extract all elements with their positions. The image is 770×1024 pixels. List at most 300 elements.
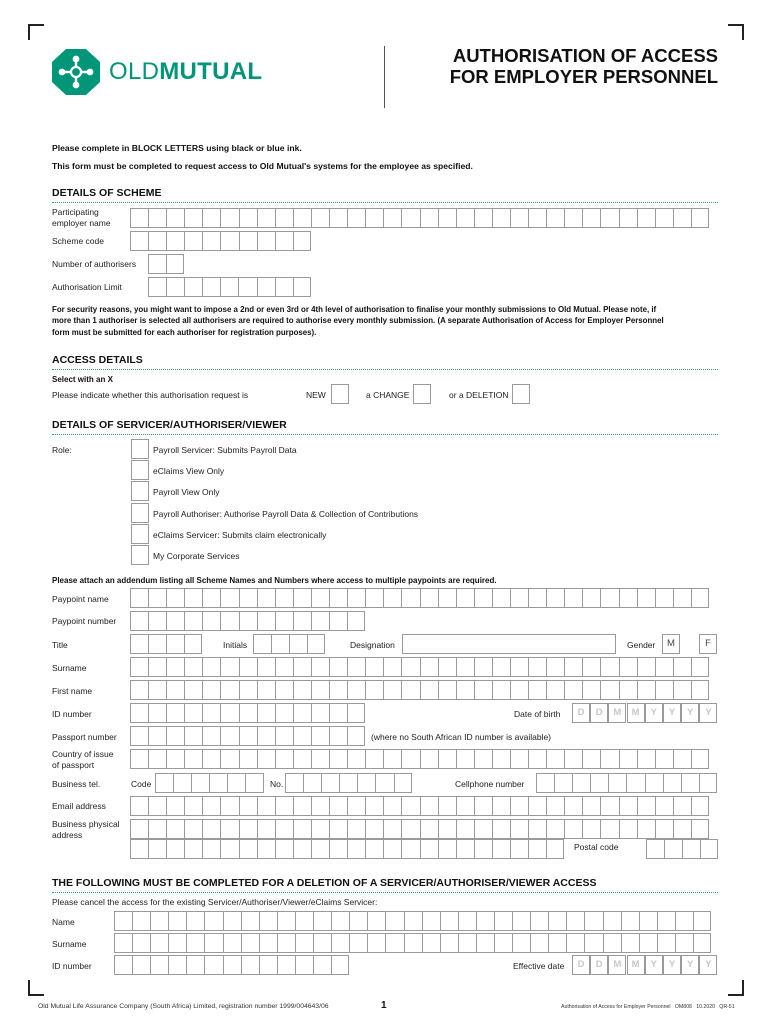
char-cell[interactable] [257,726,275,746]
char-cell[interactable] [510,588,528,608]
char-cell[interactable] [275,277,293,297]
char-cell[interactable] [637,588,655,608]
char-cell[interactable] [655,749,673,769]
char-cell[interactable] [603,933,621,953]
char-cell[interactable] [259,911,277,931]
char-cell[interactable] [438,680,456,700]
char-cell[interactable] [401,680,419,700]
char-cell[interactable] [420,749,438,769]
char-cell[interactable] [202,657,220,677]
char-cell[interactable] [530,933,548,953]
char-cell[interactable] [223,911,241,931]
char-cell[interactable] [166,634,184,654]
char-cell[interactable] [572,773,590,793]
char-cell[interactable] [394,773,412,793]
char-cell[interactable] [456,796,474,816]
char-cell[interactable] [383,657,401,677]
date-cell[interactable]: D [572,703,590,723]
char-cell[interactable] [259,933,277,953]
char-cell[interactable] [347,657,365,677]
passport-input[interactable] [130,726,365,746]
char-cell[interactable] [600,680,618,700]
char-cell[interactable] [474,819,492,839]
char-cell[interactable] [564,796,582,816]
char-cell[interactable] [639,933,657,953]
char-cell[interactable] [365,839,383,859]
char-cell[interactable] [202,208,220,228]
char-cell[interactable] [220,231,238,251]
char-cell[interactable] [184,796,202,816]
char-cell[interactable] [619,796,637,816]
char-cell[interactable] [239,680,257,700]
char-cell[interactable] [259,955,277,975]
char-cell[interactable] [148,254,166,274]
char-cell[interactable] [510,680,528,700]
char-cell[interactable] [148,208,166,228]
char-cell[interactable] [293,657,311,677]
char-cell[interactable] [239,839,257,859]
char-cell[interactable] [289,634,307,654]
char-cell[interactable] [220,611,238,631]
char-cell[interactable] [673,819,691,839]
char-cell[interactable] [293,680,311,700]
char-cell[interactable] [401,749,419,769]
char-cell[interactable] [239,749,257,769]
char-cell[interactable] [257,680,275,700]
date-cell[interactable]: Y [681,703,699,723]
char-cell[interactable] [130,680,148,700]
char-cell[interactable] [293,819,311,839]
char-cell[interactable] [528,588,546,608]
deletion-id-input[interactable] [114,955,349,975]
paypoint-name-input[interactable] [130,588,709,608]
char-cell[interactable] [293,749,311,769]
paypoint-number-input[interactable] [130,611,365,631]
char-cell[interactable] [293,796,311,816]
char-cell[interactable] [655,680,673,700]
char-cell[interactable] [693,911,711,931]
char-cell[interactable] [275,588,293,608]
postal-code-input[interactable] [646,839,718,859]
char-cell[interactable] [347,588,365,608]
char-cell[interactable] [166,657,184,677]
char-cell[interactable] [239,588,257,608]
char-cell[interactable] [329,208,347,228]
business-address-input-line1[interactable] [130,819,709,839]
char-cell[interactable] [383,588,401,608]
char-cell[interactable] [512,933,530,953]
char-cell[interactable] [329,749,347,769]
char-cell[interactable] [637,749,655,769]
char-cell[interactable] [675,911,693,931]
char-cell[interactable] [664,839,682,859]
char-cell[interactable] [619,819,637,839]
char-cell[interactable] [438,588,456,608]
role-checkbox-payroll-authoriser[interactable] [131,503,149,523]
char-cell[interactable] [293,839,311,859]
business-address-input-line2[interactable] [130,839,564,859]
char-cell[interactable] [357,773,375,793]
char-cell[interactable] [220,796,238,816]
char-cell[interactable] [657,933,675,953]
char-cell[interactable] [347,796,365,816]
char-cell[interactable] [223,933,241,953]
char-cell[interactable] [130,634,148,654]
char-cell[interactable] [331,955,349,975]
char-cell[interactable] [456,208,474,228]
deletion-checkbox[interactable] [512,384,530,404]
char-cell[interactable] [582,680,600,700]
char-cell[interactable] [285,773,303,793]
char-cell[interactable] [275,680,293,700]
char-cell[interactable] [492,657,510,677]
char-cell[interactable] [130,703,148,723]
char-cell[interactable] [114,955,132,975]
char-cell[interactable] [239,703,257,723]
char-cell[interactable] [383,749,401,769]
char-cell[interactable] [365,749,383,769]
char-cell[interactable] [311,839,329,859]
char-cell[interactable] [404,933,422,953]
char-cell[interactable] [528,819,546,839]
char-cell[interactable] [440,933,458,953]
char-cell[interactable] [186,911,204,931]
char-cell[interactable] [584,933,602,953]
char-cell[interactable] [311,726,329,746]
char-cell[interactable] [564,819,582,839]
initials-input[interactable] [253,634,325,654]
char-cell[interactable] [458,911,476,931]
char-cell[interactable] [148,703,166,723]
char-cell[interactable] [691,657,709,677]
char-cell[interactable] [257,208,275,228]
char-cell[interactable] [528,839,546,859]
char-cell[interactable] [132,911,150,931]
char-cell[interactable] [546,839,564,859]
first-name-input[interactable] [130,680,709,700]
char-cell[interactable] [241,933,259,953]
char-cell[interactable] [220,819,238,839]
char-cell[interactable] [564,657,582,677]
char-cell[interactable] [700,839,718,859]
char-cell[interactable] [239,726,257,746]
char-cell[interactable] [422,911,440,931]
email-input[interactable] [130,796,709,816]
char-cell[interactable] [166,839,184,859]
char-cell[interactable] [220,726,238,746]
char-cell[interactable] [474,208,492,228]
char-cell[interactable] [492,819,510,839]
char-cell[interactable] [673,588,691,608]
char-cell[interactable] [510,796,528,816]
num-authorisers-input[interactable] [148,254,184,274]
country-of-issue-input[interactable] [130,749,709,769]
char-cell[interactable] [675,933,693,953]
char-cell[interactable] [238,277,256,297]
deletion-name-input[interactable] [114,911,711,931]
char-cell[interactable] [166,703,184,723]
char-cell[interactable] [329,796,347,816]
char-cell[interactable] [148,839,166,859]
char-cell[interactable] [329,703,347,723]
char-cell[interactable] [293,588,311,608]
char-cell[interactable] [385,933,403,953]
gender-m-checkbox[interactable]: M [662,634,680,654]
char-cell[interactable] [546,796,564,816]
char-cell[interactable] [474,657,492,677]
char-cell[interactable] [130,231,148,251]
char-cell[interactable] [367,911,385,931]
char-cell[interactable] [295,933,313,953]
char-cell[interactable] [600,208,618,228]
char-cell[interactable] [438,839,456,859]
char-cell[interactable] [202,839,220,859]
char-cell[interactable] [582,796,600,816]
char-cell[interactable] [383,839,401,859]
char-cell[interactable] [637,657,655,677]
char-cell[interactable] [582,819,600,839]
char-cell[interactable] [590,773,608,793]
char-cell[interactable] [494,933,512,953]
char-cell[interactable] [114,933,132,953]
char-cell[interactable] [401,796,419,816]
char-cell[interactable] [184,611,202,631]
date-cell[interactable]: D [590,955,608,975]
role-checkbox-payroll-servicer[interactable] [131,439,149,459]
char-cell[interactable] [564,749,582,769]
char-cell[interactable] [621,911,639,931]
char-cell[interactable] [277,955,295,975]
char-cell[interactable] [311,749,329,769]
char-cell[interactable] [239,231,257,251]
char-cell[interactable] [564,588,582,608]
char-cell[interactable] [329,680,347,700]
char-cell[interactable] [155,773,173,793]
char-cell[interactable] [619,680,637,700]
char-cell[interactable] [220,749,238,769]
new-checkbox[interactable] [331,384,349,404]
char-cell[interactable] [275,726,293,746]
char-cell[interactable] [365,588,383,608]
char-cell[interactable] [619,749,637,769]
char-cell[interactable] [420,588,438,608]
char-cell[interactable] [148,796,166,816]
role-checkbox-eclaims-view[interactable] [131,460,149,480]
char-cell[interactable] [239,796,257,816]
char-cell[interactable] [130,819,148,839]
char-cell[interactable] [202,231,220,251]
char-cell[interactable] [474,749,492,769]
char-cell[interactable] [546,588,564,608]
char-cell[interactable] [691,208,709,228]
char-cell[interactable] [456,819,474,839]
tel-number-input[interactable] [285,773,412,793]
char-cell[interactable] [184,749,202,769]
char-cell[interactable] [202,680,220,700]
char-cell[interactable] [257,796,275,816]
date-cell[interactable]: M [608,703,626,723]
char-cell[interactable] [347,680,365,700]
char-cell[interactable] [293,611,311,631]
surname-input[interactable] [130,657,709,677]
char-cell[interactable] [420,796,438,816]
char-cell[interactable] [148,634,166,654]
char-cell[interactable] [257,231,275,251]
char-cell[interactable] [619,208,637,228]
char-cell[interactable] [257,657,275,677]
char-cell[interactable] [148,611,166,631]
char-cell[interactable] [528,749,546,769]
char-cell[interactable] [220,657,238,677]
char-cell[interactable] [673,680,691,700]
date-cell[interactable]: Y [699,955,717,975]
char-cell[interactable] [603,911,621,931]
char-cell[interactable] [223,955,241,975]
char-cell[interactable] [130,796,148,816]
char-cell[interactable] [474,680,492,700]
char-cell[interactable] [204,911,222,931]
char-cell[interactable] [166,588,184,608]
char-cell[interactable] [220,839,238,859]
char-cell[interactable] [150,911,168,931]
char-cell[interactable] [566,933,584,953]
char-cell[interactable] [347,611,365,631]
char-cell[interactable] [241,911,259,931]
id-number-input[interactable] [130,703,365,723]
date-cell[interactable]: Y [663,703,681,723]
char-cell[interactable] [329,819,347,839]
char-cell[interactable] [619,657,637,677]
date-cell[interactable]: Y [681,955,699,975]
date-cell[interactable]: Y [645,955,663,975]
char-cell[interactable] [303,773,321,793]
char-cell[interactable] [313,955,331,975]
char-cell[interactable] [184,657,202,677]
char-cell[interactable] [275,208,293,228]
char-cell[interactable] [349,933,367,953]
char-cell[interactable] [546,680,564,700]
char-cell[interactable] [347,703,365,723]
char-cell[interactable] [401,588,419,608]
char-cell[interactable] [383,208,401,228]
char-cell[interactable] [227,773,245,793]
char-cell[interactable] [186,955,204,975]
char-cell[interactable] [645,773,663,793]
char-cell[interactable] [347,726,365,746]
char-cell[interactable] [202,749,220,769]
char-cell[interactable] [202,819,220,839]
char-cell[interactable] [655,657,673,677]
char-cell[interactable] [691,588,709,608]
char-cell[interactable] [257,839,275,859]
char-cell[interactable] [220,277,238,297]
char-cell[interactable] [184,726,202,746]
char-cell[interactable] [492,588,510,608]
char-cell[interactable] [275,839,293,859]
char-cell[interactable] [239,819,257,839]
char-cell[interactable] [132,955,150,975]
char-cell[interactable] [548,933,566,953]
char-cell[interactable] [420,208,438,228]
char-cell[interactable] [546,819,564,839]
char-cell[interactable] [130,588,148,608]
effective-date-input[interactable] [572,955,718,975]
char-cell[interactable] [438,796,456,816]
char-cell[interactable] [148,277,166,297]
char-cell[interactable] [184,680,202,700]
char-cell[interactable] [166,680,184,700]
char-cell[interactable] [367,933,385,953]
char-cell[interactable] [275,703,293,723]
char-cell[interactable] [456,657,474,677]
char-cell[interactable] [492,208,510,228]
char-cell[interactable] [699,773,717,793]
char-cell[interactable] [295,955,313,975]
char-cell[interactable] [492,839,510,859]
char-cell[interactable] [148,588,166,608]
char-cell[interactable] [271,634,289,654]
char-cell[interactable] [528,796,546,816]
char-cell[interactable] [307,634,325,654]
date-cell[interactable]: Y [663,955,681,975]
char-cell[interactable] [420,657,438,677]
char-cell[interactable] [166,796,184,816]
char-cell[interactable] [202,611,220,631]
char-cell[interactable] [166,231,184,251]
tel-code-input[interactable] [155,773,264,793]
char-cell[interactable] [639,911,657,931]
char-cell[interactable] [438,208,456,228]
char-cell[interactable] [582,588,600,608]
char-cell[interactable] [510,208,528,228]
char-cell[interactable] [331,933,349,953]
char-cell[interactable] [339,773,357,793]
char-cell[interactable] [456,839,474,859]
char-cell[interactable] [184,819,202,839]
char-cell[interactable] [245,773,263,793]
char-cell[interactable] [150,933,168,953]
char-cell[interactable] [347,749,365,769]
char-cell[interactable] [600,749,618,769]
char-cell[interactable] [293,231,311,251]
char-cell[interactable] [458,933,476,953]
char-cell[interactable] [438,749,456,769]
char-cell[interactable] [420,839,438,859]
char-cell[interactable] [655,796,673,816]
role-checkbox-eclaims-servicer[interactable] [131,524,149,544]
char-cell[interactable] [166,277,184,297]
char-cell[interactable] [257,703,275,723]
char-cell[interactable] [494,911,512,931]
char-cell[interactable] [184,231,202,251]
char-cell[interactable] [347,839,365,859]
char-cell[interactable] [275,611,293,631]
char-cell[interactable] [582,208,600,228]
char-cell[interactable] [148,726,166,746]
char-cell[interactable] [564,680,582,700]
char-cell[interactable] [600,657,618,677]
char-cell[interactable] [528,208,546,228]
char-cell[interactable] [401,819,419,839]
char-cell[interactable] [438,819,456,839]
char-cell[interactable] [209,773,227,793]
char-cell[interactable] [401,657,419,677]
char-cell[interactable] [253,634,271,654]
char-cell[interactable] [257,749,275,769]
char-cell[interactable] [637,796,655,816]
char-cell[interactable] [546,657,564,677]
char-cell[interactable] [311,703,329,723]
